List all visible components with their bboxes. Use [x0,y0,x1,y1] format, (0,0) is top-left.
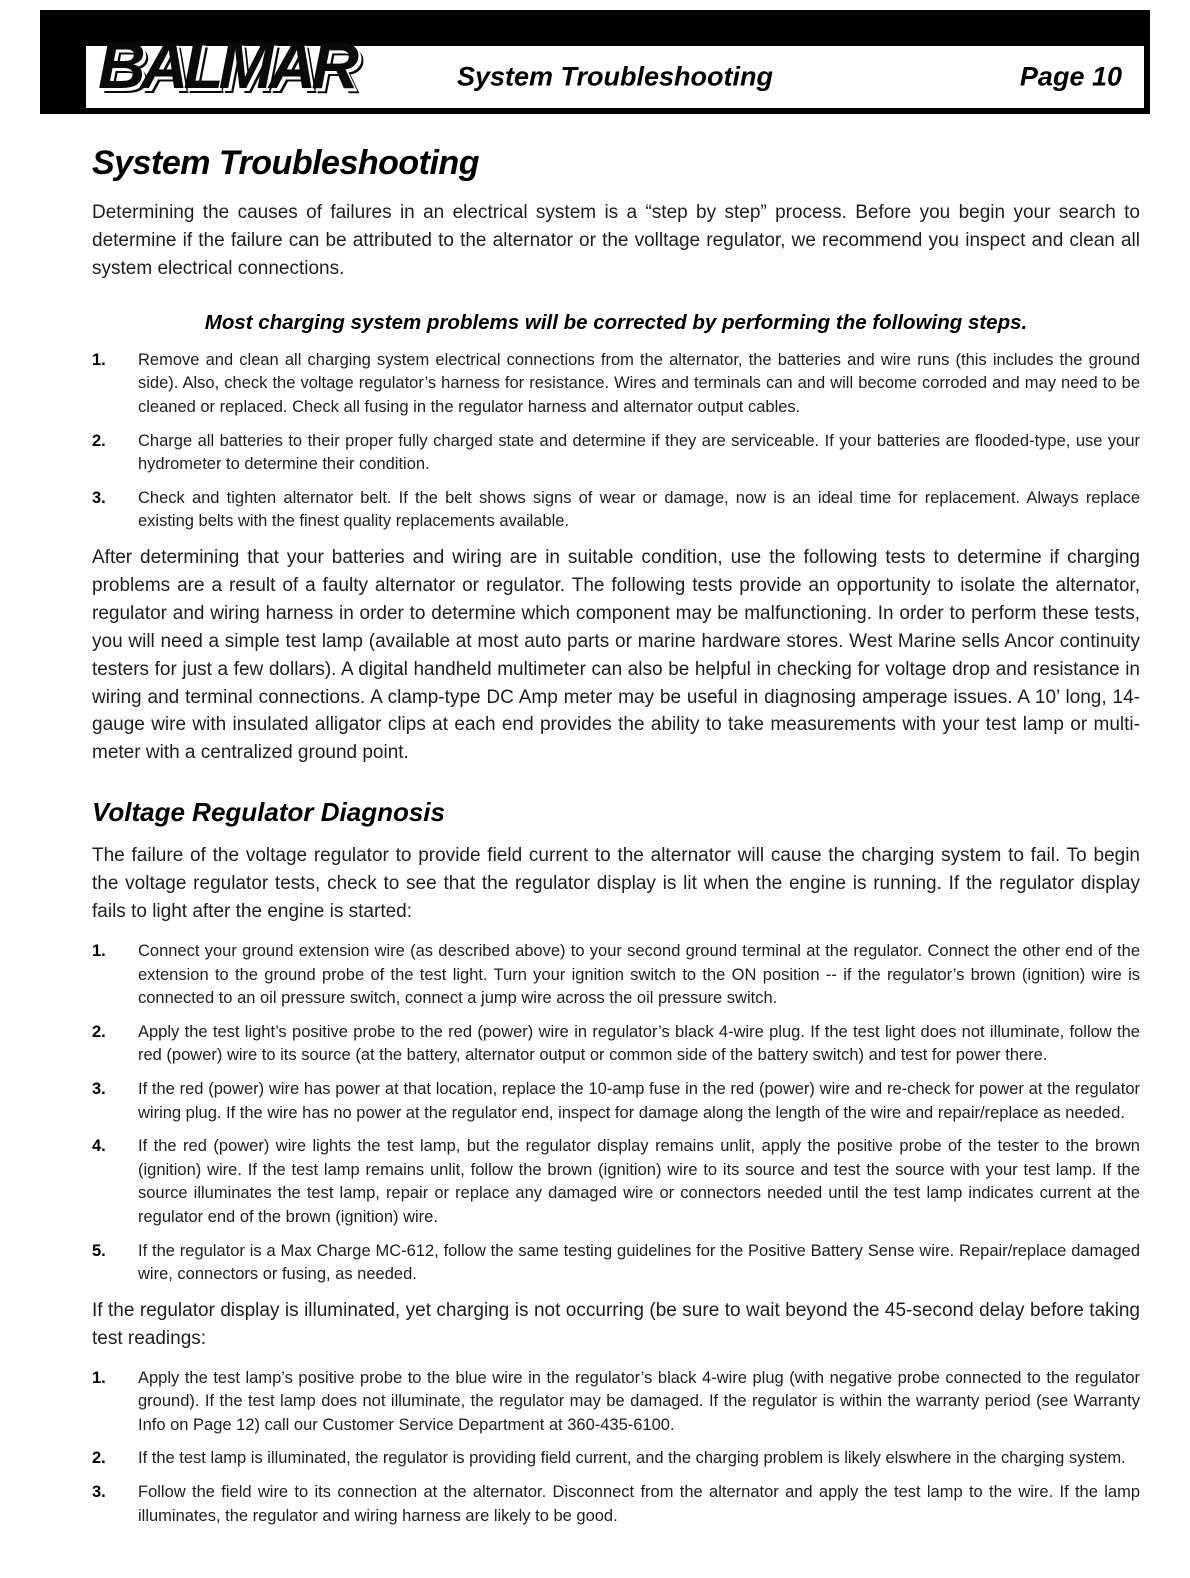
step-number: 1. [92,1368,106,1387]
balmar-logo: BALMAR [98,28,354,102]
step-text: Apply the test lamp’s positive probe to the blue wire in the regulator’s black 4-wire plug (with negative probe connected to the regulator ground). If the test lamp does not illuminate, the regulator may be damaged. If the regulator is within the warranty period (see Warranty Info on Page 12) call our Customer Service Department at 360-435-6100. [138,1368,1140,1434]
charging-steps-list [92,349,1140,534]
list-item [92,349,1140,420]
step-number: 2. [92,431,106,450]
step-text: Connect your ground extension wire (as described above) to your second ground terminal at the regulator. Connect the other end of the extension to the ground probe of the test light. Turn your ignition switch to the ON position -- if the regulator’s brown (ignition) wire is connected to an oil pressure switch, connect a jump wire across the oil pressure switch. [138,942,1140,1008]
header-title: System Troubleshooting [456,61,774,92]
bridge-paragraph: After determining that your batteries and wiring are in suitable condition, use the following tests to determine if charging problems are a result of a faulty alternator or regulator. The following tests provide an opportunity to isolate the alternator, regulator and wiring harness in order to determine which component may be malfunctioning. In order to perform these tests, you will need a simple test lamp (available at most auto parts or marine hardware stores. West Marine sells Ancor continuity testers for just a few dollars). A digital handheld multimeter can also be helpful in checking for voltage drop and resistance in wiring and terminal connections. A clamp-type DC Amp meter may be useful in diagnosing amperage issues. A 10’ long, 14-gauge wire with insulated alligator clips at each end provides the ability to take measurements with your test lamp or multi-meter with a centralized ground point. [92,546,1140,764]
step-text: Follow the field wire to its connection at the alternator. Disconnect from the alternator and apply the test lamp to the wire. If the lamp illuminates, the regulator and wiring harness are likely to be good. [138,1483,1140,1525]
section-heading-voltage-regulator-diagnosis: Voltage Regulator Diagnosis [92,797,445,828]
step-number: 1. [92,350,106,369]
display-illuminated-paragraph: If the regulator display is illuminated, yet charging is not occurring (be sure to wait beyond the 45-second delay before taking test readings: [92,1299,1140,1349]
step-number: 3. [92,1080,106,1099]
step-text: If the test lamp is illuminated, the regulator is providing field current, and the charging problem is likely elswhere in the charging system. [138,1449,1126,1468]
step-text: Check and tighten alternator belt. If the belt shows signs of wear or damage, now is an ideal time for replacement. Always replace existing belts with the finest quality replacements available. [138,488,1140,531]
list-item [92,1447,1140,1471]
header-inner-panel [86,28,1144,108]
display-lit-steps-list [92,1367,1140,1529]
manual-page [0,10,1190,1578]
list-item [92,1367,1140,1438]
step-number: 3. [92,488,106,507]
list-item [92,1078,1140,1125]
intro-paragraph: Determining the causes of failures in an electrical system is a “step by step” process. Before you begin your search to determine if the failure can be attributed to the alternator or the volltage regulator, we recommend you inspect and clean all system electrical connections. [92,202,1140,279]
step-text: Remove and clean all charging system electrical connections from the alternator, the batteries and wire runs (this includes the ground side). Also, check the voltage regulator’s harness for resistance. Wires and terminals can and will become corroded and may need to be cleaned or replaced. Check all fusing in the regulator harness and alternator output cables. [138,350,1140,416]
step-number: 3. [92,1483,106,1501]
step-text: If the regulator is a Max Charge MC-612, follow the same testing guidelines for the Positive Battery Sense wire. Repair/replace damaged wire, connectors or fusing, as needed. [138,1241,1140,1284]
list-item [92,487,1140,534]
list-item [92,1240,1140,1287]
step-number: 5. [92,1241,106,1260]
list-item [92,1481,1140,1528]
list-item [92,1021,1140,1068]
list-item [92,940,1140,1011]
page-header-band [40,10,1150,114]
step-text: Charge all batteries to their proper fully charged state and determine if they are serviceable. If your batteries are flooded-type, use your hydrometer to determine their condition. [138,431,1140,474]
step-number: 4. [92,1137,106,1156]
page-title: System Troubleshooting [92,144,479,182]
diagnosis-intro-paragraph: The failure of the voltage regulator to provide field current to the alternator will cause the charging system to fail. To begin the voltage regulator tests, check to see that the regulator display is lit when the engine is running. If the regulator display fails to light after the engine is started: [92,845,1140,923]
document-body [0,144,1190,1578]
list-item [92,1135,1140,1229]
step-text: Apply the test light’s positive probe to the red (power) wire in regulator’s black 4-wire plug. If the test light does not illuminate, follow the red (power) wire to its source (at the battery, alternator output or common side of the battery switch) and test for power there. [138,1022,1140,1065]
step-number: 2. [92,1449,106,1468]
display-unlit-steps-list [92,940,1140,1287]
step-text: If the red (power) wire lights the test lamp, but the regulator display remains unlit, apply the positive probe of the tester to the brown (ignition) wire. If the test lamp remains unlit, follow the brown (ignition) wire to its source and test the source with your test lamp. If the source illuminates the test lamp, repair or replace any damaged wire or connectors needed until the test lamp indicates current at the regulator end of the brown (ignition) wire. [138,1137,1140,1226]
header-page-number: Page 10 [1019,61,1122,92]
list-item [92,430,1140,477]
step-number: 2. [92,1022,106,1041]
callout-heading: Most charging system problems will be corrected by performing the following steps. [204,310,1028,334]
step-text: If the red (power) wire has power at that location, replace the 10-amp fuse in the red (power) wire and re-check for power at the regulator wiring plug. If the wire has no power at the regulator end, inspect for damage along the length of the wire and repair/replace as needed. [138,1080,1140,1122]
step-number: 1. [92,942,106,961]
